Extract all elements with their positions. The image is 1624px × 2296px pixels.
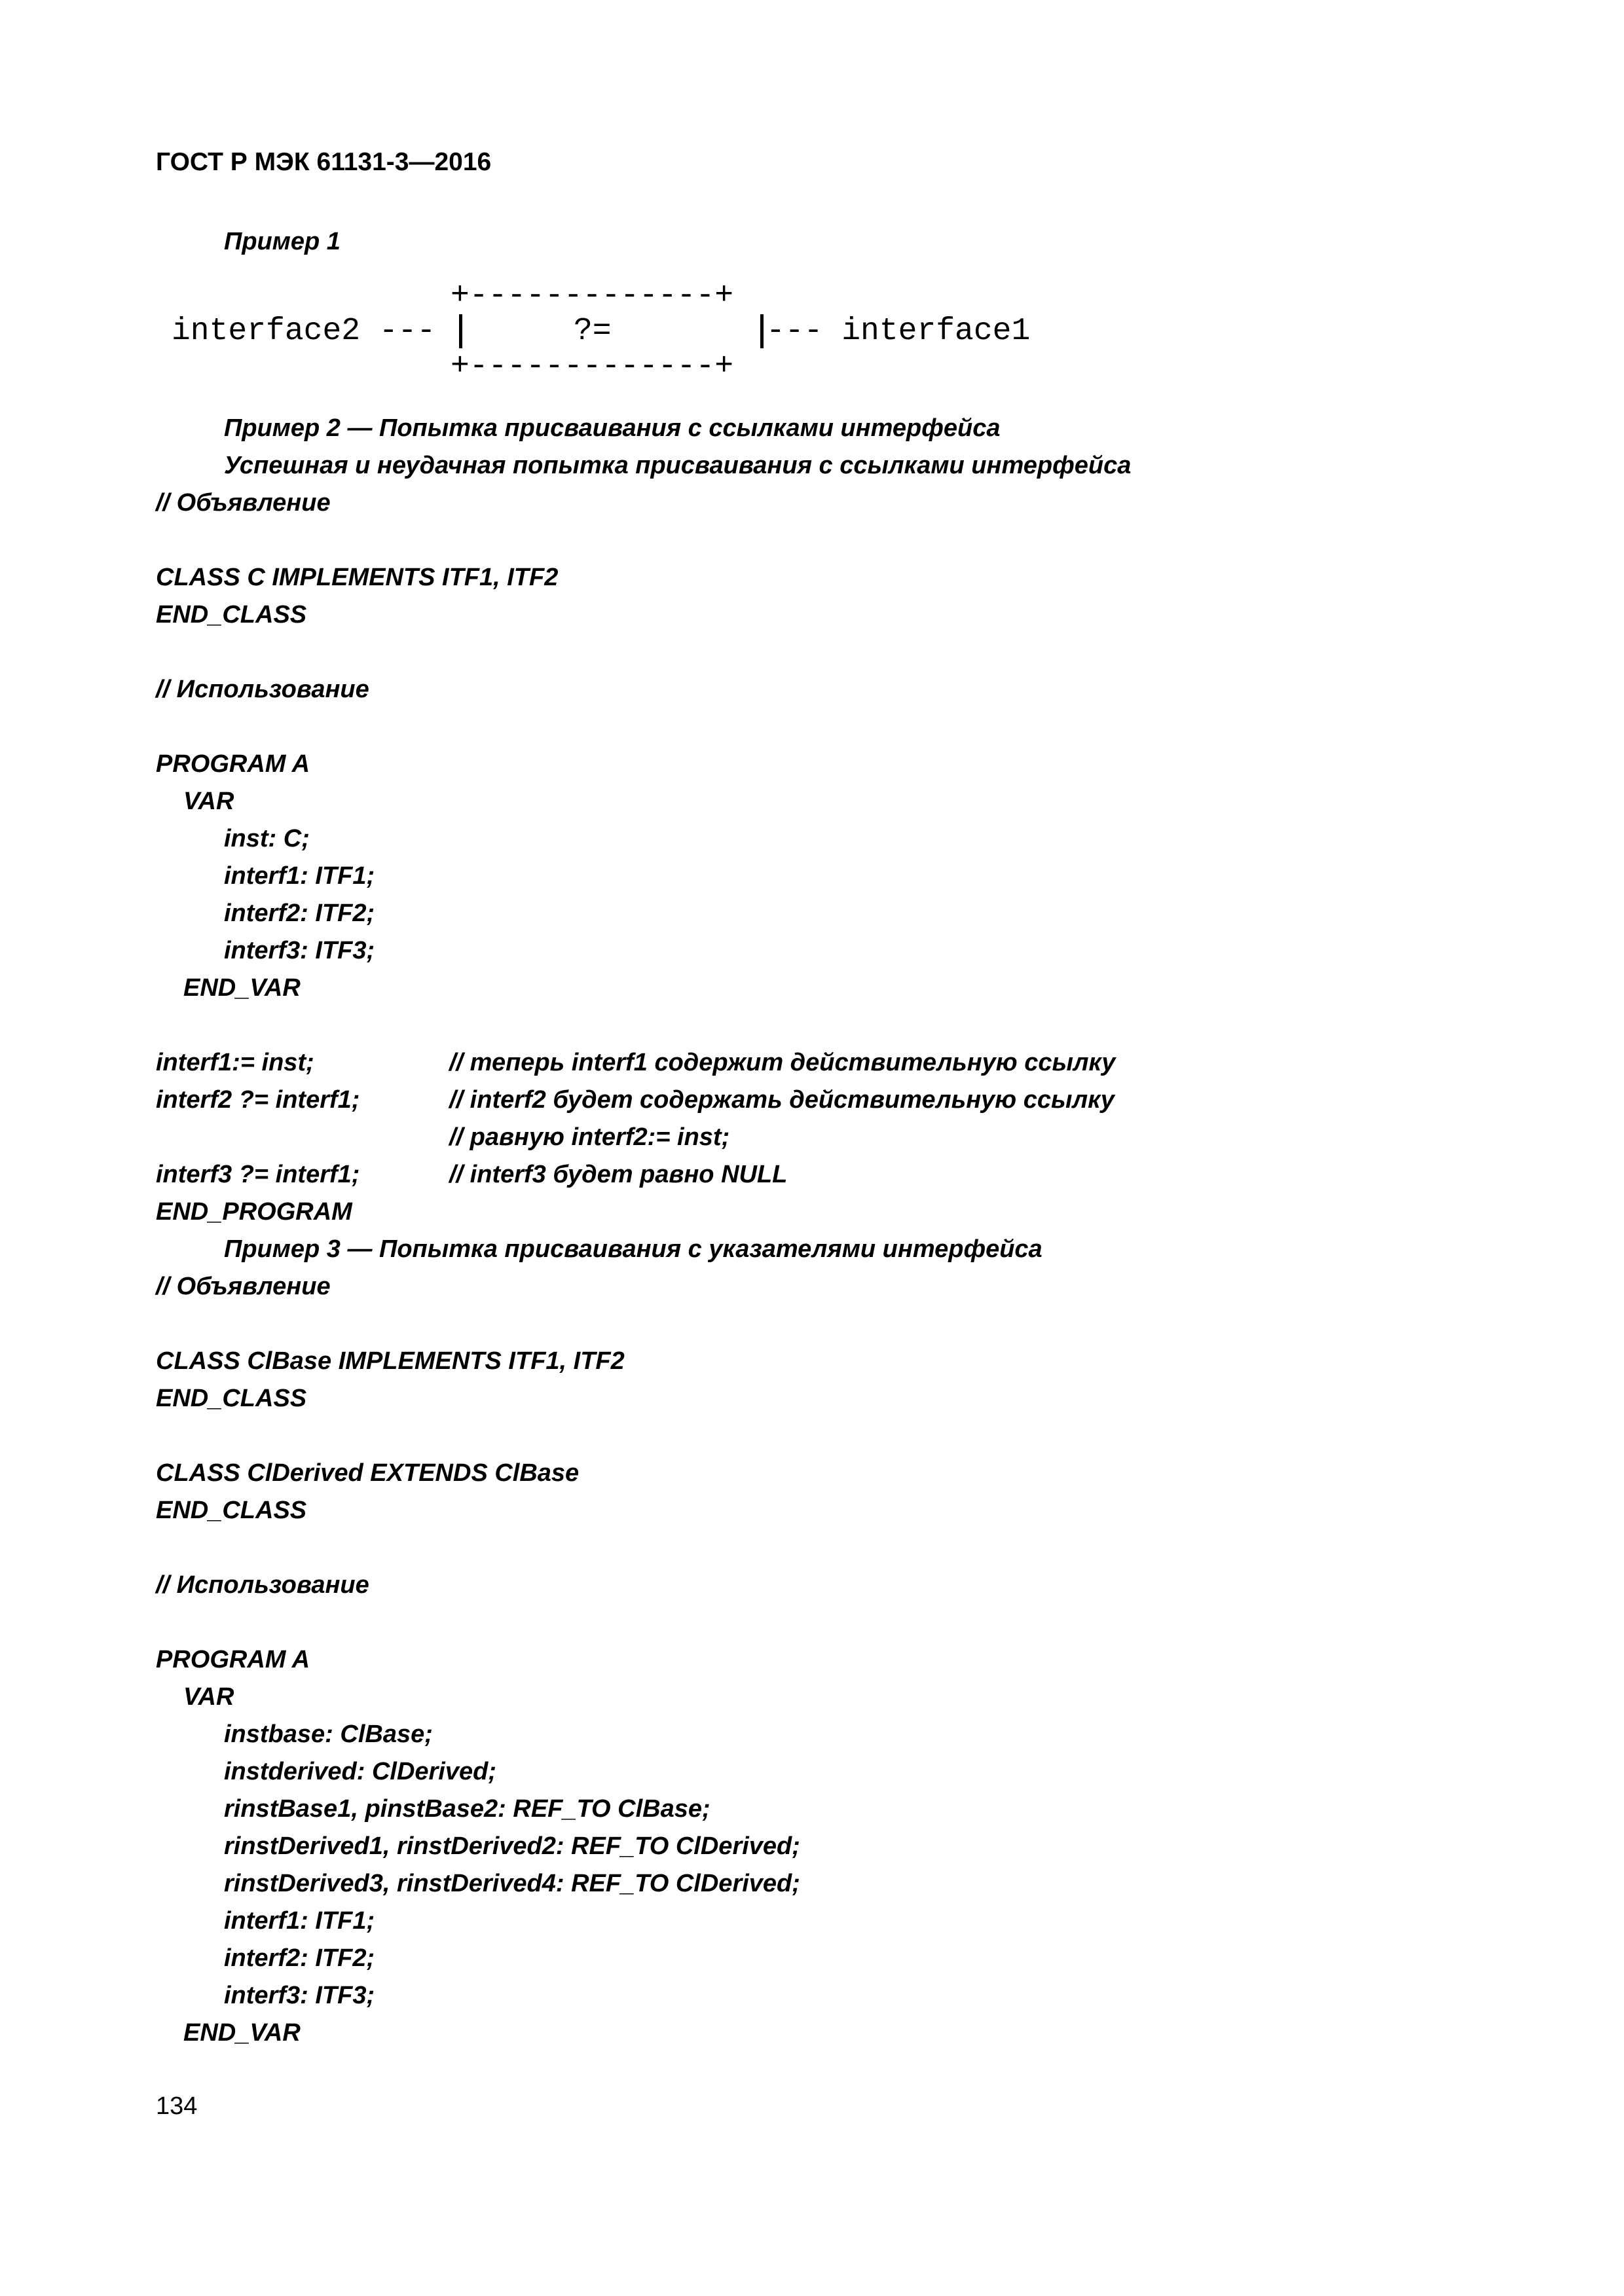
code-comment: // Объявление (156, 1273, 331, 1300)
code-line: END_CLASS (156, 1497, 307, 1524)
code-line: CLASS ClDerived EXTENDS ClBase (156, 1459, 580, 1487)
diagram-right-bar (760, 314, 764, 348)
code-comment: // Использование (156, 1571, 369, 1599)
code-comment: // теперь interf1 содержит действительную ссылку (449, 1049, 1116, 1076)
code-line: END_PROGRAM (156, 1198, 352, 1226)
code-line: rinstDerived1, rinstDerived2: REF_TO ClDerived; (224, 1832, 800, 1860)
diagram-right-label: --- interface1 (766, 314, 1031, 349)
code-line: CLASS C IMPLEMENTS ITF1, ITF2 (156, 564, 559, 591)
diagram-bottom-border: +-------------+ (451, 349, 734, 384)
example2-subtitle: Успешная и неудачная попытка присваивания с ссылками интерфейса (224, 452, 1132, 479)
code-comment: // interf3 будет равно NULL (449, 1161, 788, 1188)
example1-label: Пример 1 (224, 228, 341, 255)
code-comment: // interf2 будет содержать действительную ссылку (449, 1086, 1115, 1114)
code-line: interf2: ITF2; (224, 900, 375, 927)
code-line: END_VAR (183, 974, 301, 1002)
code-line: interf2 ?= interf1; (156, 1086, 360, 1114)
code-comment: // Использование (156, 676, 369, 703)
code-line: CLASS ClBase IMPLEMENTS ITF1, ITF2 (156, 1347, 625, 1375)
code-line: interf2: ITF2; (224, 1944, 375, 1972)
code-line: interf1: ITF1; (224, 862, 375, 890)
example2-title: Пример 2 — Попытка присваивания с ссылками интерфейса (224, 414, 1001, 442)
code-line: instderived: ClDerived; (224, 1758, 496, 1785)
code-line: END_VAR (183, 2019, 301, 2047)
code-line: interf1: ITF1; (224, 1907, 375, 1935)
code-line: interf3: ITF3; (224, 937, 375, 964)
diagram-top-border: +-------------+ (451, 278, 734, 314)
document-header: ГОСТ Р МЭК 61131-3—2016 (156, 148, 492, 176)
code-line: VAR (183, 788, 234, 815)
code-comment: // Объявление (156, 489, 331, 517)
code-line: END_CLASS (156, 1385, 307, 1412)
code-comment: // равную interf2:= inst; (449, 1123, 730, 1151)
page-number: 134 (156, 2092, 198, 2120)
diagram-left-bar (459, 314, 462, 348)
code-line: interf3: ITF3; (224, 1982, 375, 2009)
example3-title: Пример 3 — Попытка присваивания с указателями интерфейса (224, 1235, 1043, 1263)
diagram-left-label: interface2 --- (172, 314, 436, 349)
code-line: PROGRAM A (156, 1646, 310, 1673)
diagram-operator: ?= (574, 314, 612, 349)
code-line: instbase: ClBase; (224, 1721, 433, 1748)
code-line: interf1:= inst; (156, 1049, 314, 1076)
code-line: PROGRAM A (156, 750, 310, 778)
code-line: END_CLASS (156, 601, 307, 629)
code-line: VAR (183, 1683, 234, 1711)
code-line: rinstBase1, pinstBase2: REF_TO ClBase; (224, 1795, 710, 1823)
code-line: rinstDerived3, rinstDerived4: REF_TO ClDerived; (224, 1870, 800, 1897)
code-line: interf3 ?= interf1; (156, 1161, 360, 1188)
code-line: inst: C; (224, 825, 310, 852)
